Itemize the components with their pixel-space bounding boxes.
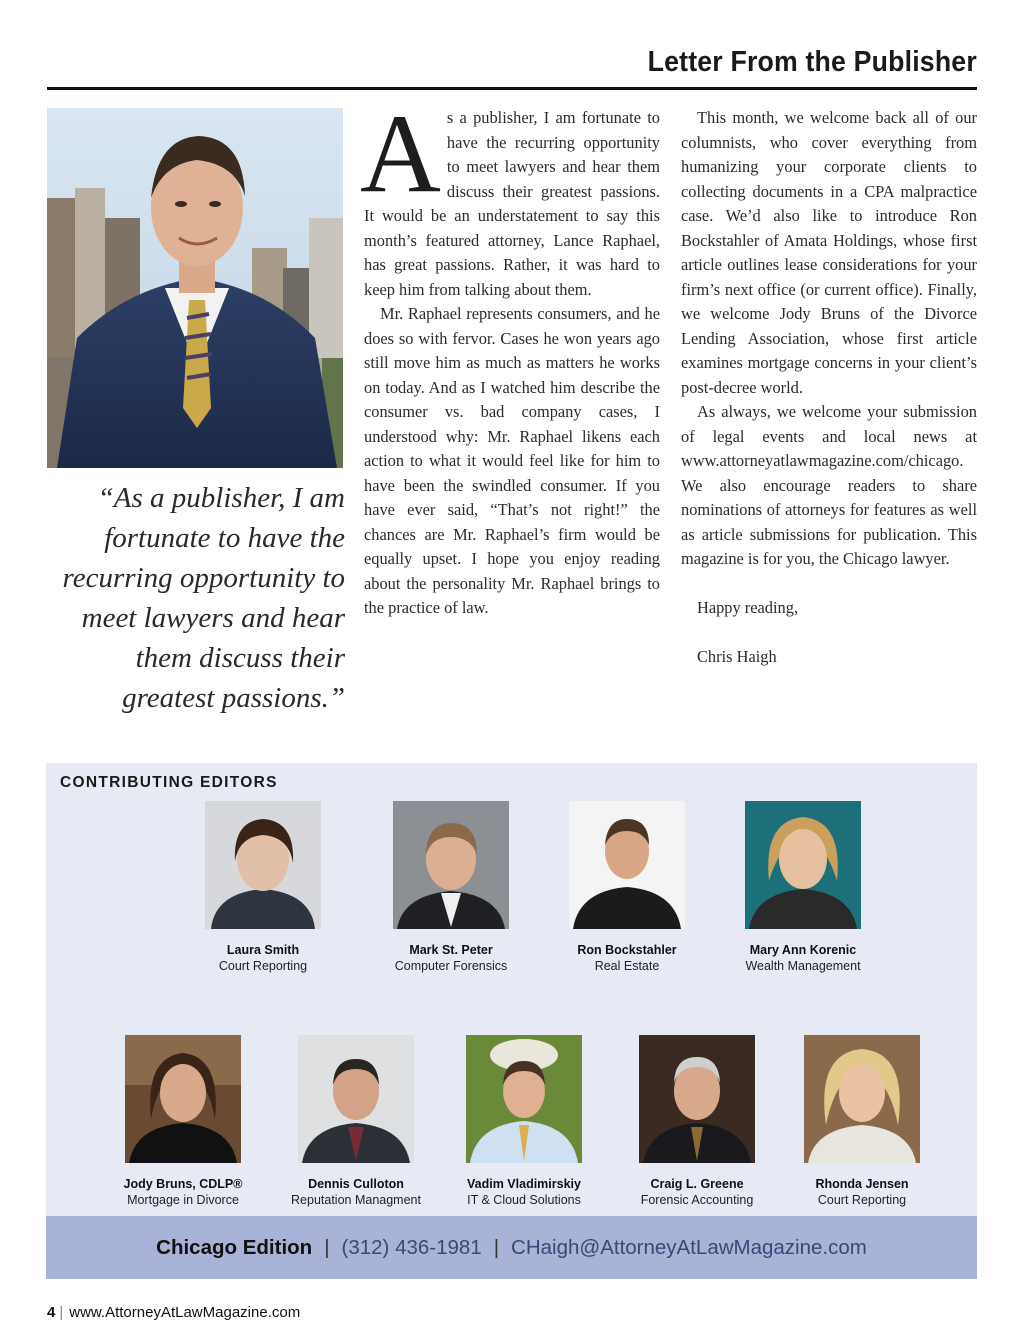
editor-photo bbox=[298, 1035, 414, 1163]
editor-role: Mortgage in Divorce bbox=[127, 1193, 239, 1207]
editor-photo bbox=[639, 1035, 755, 1163]
editor-photo bbox=[125, 1035, 241, 1163]
publisher-photo bbox=[47, 108, 343, 468]
email-link[interactable]: CHaigh@AttorneyAtLawMagazine.com bbox=[511, 1235, 867, 1259]
page-footer bbox=[47, 1304, 300, 1321]
editor-card bbox=[103, 1035, 263, 1207]
editor-name: Dennis Culloton bbox=[308, 1177, 404, 1191]
letter-signature: Chris Haigh bbox=[697, 647, 777, 666]
contributing-editors-panel bbox=[46, 763, 977, 1216]
editor-card bbox=[276, 1035, 436, 1207]
editor-name: Laura Smith bbox=[226, 943, 300, 957]
editor-name: Vadim Vladimirskiy bbox=[467, 1177, 581, 1191]
letter-column-2 bbox=[681, 106, 977, 670]
editor-name: Craig L. Greene bbox=[650, 1177, 744, 1191]
editor-card bbox=[371, 801, 531, 973]
editor-card bbox=[183, 801, 343, 973]
editor-name: Mark St. Peter bbox=[409, 943, 493, 957]
separator: | bbox=[59, 1304, 64, 1321]
editor-role: Court Reporting bbox=[218, 959, 308, 973]
website-link[interactable]: www.AttorneyAtLawMagazine.com bbox=[69, 1304, 301, 1321]
editor-role: Forensic Accounting bbox=[640, 1193, 754, 1207]
drop-cap: A bbox=[360, 92, 441, 216]
phone-number: (312) 436-1981 bbox=[341, 1235, 482, 1259]
letter-paragraph-4: As always, we welcome your submission of legal events and local news at www.attorneyatlawmagazine.com/chicago. We also encourage readers to share nominations of attorneys for features as well as article submissions for publication. This magazine is for you, the Chicago lawyer. bbox=[681, 402, 977, 568]
letter-paragraph-2: Mr. Raphael represents consumers, and he does so with fervor. Cases he won years ago still move him as much as matters he works on today. And as I watched him describe the consumer vs. bad company cases, I understood why: Mr. Raphael likens each action to what it would feel like for him to have been the swindled consumer. If you have ever said, “That’s not right!” the chances are Mr. Raphael’s firm would be equally upset. I hope you enjoy reading about the personality Mr. Raphael brings to the practice of law. bbox=[364, 304, 660, 617]
editor-card bbox=[723, 801, 883, 973]
pull-quote: “As a publisher, I am fortunate to have the recurring opportunity to meet lawyers and hear them discuss their greatest passions.” bbox=[62, 482, 345, 714]
header-rule bbox=[47, 87, 977, 90]
editor-photo bbox=[205, 801, 321, 929]
editor-photo bbox=[466, 1035, 582, 1163]
editor-name: Jody Bruns, CDLP® bbox=[123, 1177, 243, 1191]
separator: | bbox=[324, 1235, 330, 1259]
edition-label: Chicago Edition bbox=[156, 1235, 313, 1259]
editor-card bbox=[782, 1035, 942, 1207]
editor-card bbox=[617, 1035, 777, 1207]
editor-name: Rhonda Jensen bbox=[815, 1177, 909, 1191]
editor-role: Reputation Managment bbox=[291, 1193, 421, 1207]
editor-name: Mary Ann Korenic bbox=[749, 943, 857, 957]
editor-name: Ron Bockstahler bbox=[577, 943, 677, 957]
letter-column-1 bbox=[360, 92, 660, 621]
separator: | bbox=[493, 1235, 500, 1259]
editor-role: IT & Cloud Solutions bbox=[467, 1193, 581, 1207]
editor-photo bbox=[569, 801, 685, 929]
page-title: Letter From the Publisher bbox=[647, 46, 977, 78]
page-number: 4 bbox=[47, 1304, 56, 1321]
editor-photo bbox=[745, 801, 861, 929]
editor-photo bbox=[804, 1035, 920, 1163]
edition-contact-band bbox=[46, 1216, 977, 1279]
editor-role: Court Reporting bbox=[817, 1193, 907, 1207]
letter-paragraph-3: This month, we welcome back all of our columnists, who cover everything from humanizing your corporate clients to collecting documents in a CPA malpractice case. We’d also like to introduce Ron Bockstahler of Amata Holdings, whose first article outlines lease considerations for your firm’s next office (or current office). Finally, we welcome Jody Bruns of the Divorce Lending Association, whose first article examines mortgage concerns in your client’s post-decree world. bbox=[681, 108, 977, 397]
letter-closing: Happy reading, bbox=[697, 598, 799, 617]
editor-role: Real Estate bbox=[594, 959, 660, 973]
editors-heading: CONTRIBUTING EDITORS bbox=[60, 774, 278, 791]
editor-photo bbox=[393, 801, 509, 929]
editor-role: Computer Forensics bbox=[394, 959, 508, 973]
editor-card bbox=[444, 1035, 604, 1207]
editor-card bbox=[547, 801, 707, 973]
editor-role: Wealth Management bbox=[745, 959, 861, 973]
letter-paragraph-1: s a publisher, I am fortunate to have the recurring opportunity to meet lawyers and hear them discuss their greatest passions. It would be an understatement to say this month’s featured attorney, Lance Raphael, has great passions. Rather, it was hard to keep him from talking about them. bbox=[364, 108, 660, 299]
